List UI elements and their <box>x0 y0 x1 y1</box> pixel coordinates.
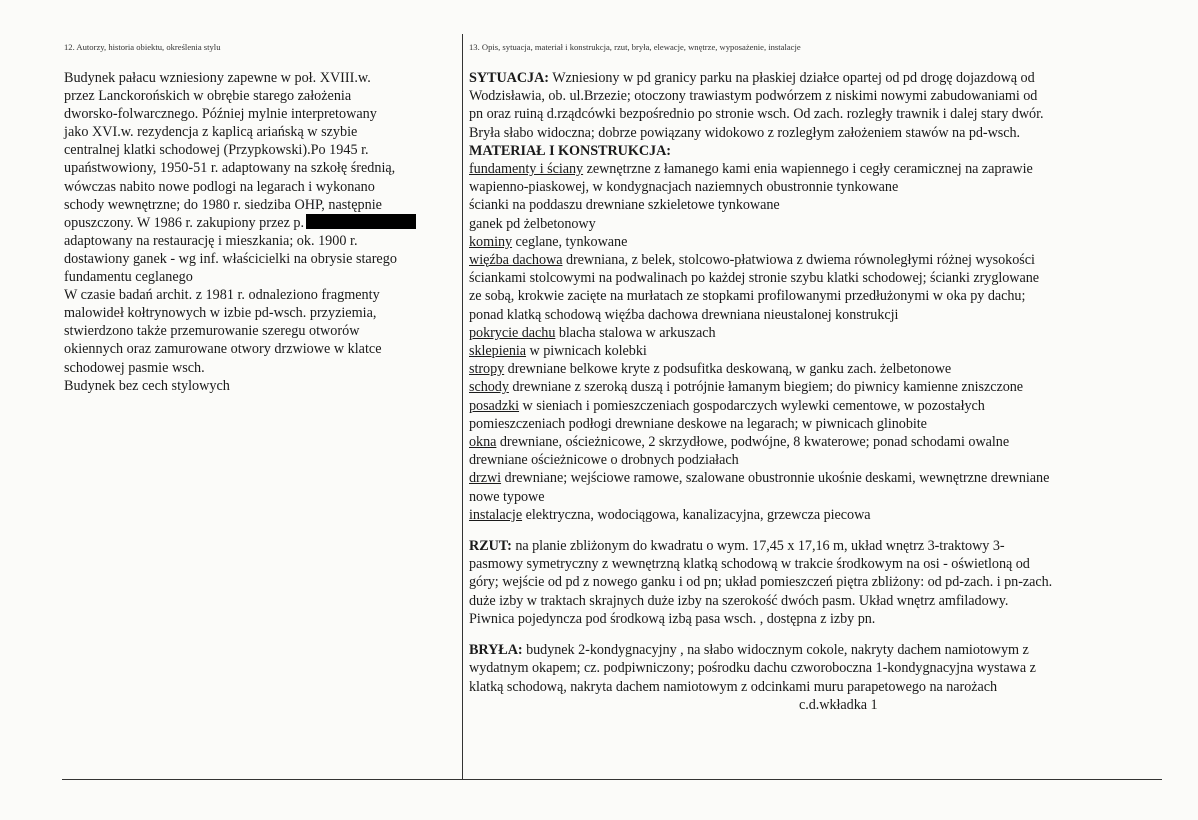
material-section <box>469 142 1164 524</box>
history-text <box>64 69 458 395</box>
material-item <box>469 451 1164 469</box>
material-item <box>469 178 1164 196</box>
bryla-line: wydatnym okapem; cz. podpiwniczony; pośrodku dachu czworoboczna 1-kondygnacyjna wystawa z <box>469 660 1036 677</box>
rzut-line: góry; wejście od pd z nowego ganku i od pn; układ pomieszczeń piętra zbliżony: od pd-zach. i pn-zach. <box>469 574 1053 591</box>
material-text: w piwnicach kolebki <box>526 343 647 360</box>
material-item <box>469 287 1164 305</box>
rzut-line: duże izby w traktach skrajnych duże izby na szerokość dwóch pasm. Układ wnętrz amfiladowy. <box>469 592 1009 609</box>
rzut-text: na planie zbliżonym do kwadratu o wym. 17,45 x 17,16 m, układ wnętrz 3-traktowy 3- <box>511 538 1005 555</box>
sytuacja-heading: SYTUACJA: <box>469 70 549 86</box>
rzut-section <box>469 537 1164 628</box>
material-text: ceglane, tynkowane <box>512 233 628 250</box>
history-line: adaptowany na restaurację i mieszkania; ok. 1900 r. <box>64 232 358 249</box>
material-term: fundamenty i ściany <box>469 161 584 178</box>
history-line: schody wewnętrzne; do 1980 r. siedziba OHP, następnie <box>64 196 382 213</box>
material-term: schody <box>469 379 509 396</box>
material-item <box>469 506 1164 524</box>
material-item <box>469 433 1164 451</box>
history-line: centralnej klatki schodowej (Przypkowski).Po 1945 r. <box>64 142 369 159</box>
history-line: schodowej pasmie wsch. <box>64 359 205 376</box>
material-text: drewniane ościeżnicowe o drobnych podziałach <box>469 452 739 469</box>
history-line: Budynek bez cech stylowych <box>64 377 230 394</box>
sytuacja-line: pn oraz ruiną d.rządcówki bezpośrednio po stronie wsch. Od zach. rozległy trawnik i dalej stary dwór. <box>469 106 1044 123</box>
rzut-line: pasmowy symetryczny z wewnętrzną klatką schodową w trakcie środkowym na osi - oświetloną od <box>469 556 1030 573</box>
sytuacja-section <box>469 69 1164 142</box>
material-item <box>469 160 1164 178</box>
bryla-section <box>469 641 1164 714</box>
material-item <box>469 196 1164 214</box>
material-item <box>469 378 1164 396</box>
material-text: drewniane, ościeżnicowe, 2 skrzydłowe, podwójne, 8 kwaterowe; ponad schodami owalne <box>496 434 1010 451</box>
material-item <box>469 324 1164 342</box>
material-text: w sieniach i pomieszczeniach gospodarczych wylewki cementowe, w pozostałych <box>519 397 985 414</box>
material-text: ścianki na poddaszu drewniane szkieletowe tynkowane <box>469 197 780 214</box>
sytuacja-line <box>469 69 1164 87</box>
continuation-note: c.d.wkładka 1 <box>799 696 878 713</box>
material-text: ze sobą, krokwie zacięte na murłatach ze stopkami profilowanymi przedłużonymi w oka py dachu; <box>469 288 1026 305</box>
material-text: elektryczna, wodociągowa, kanalizacyjna, grzewcza piecowa <box>522 506 871 523</box>
material-item <box>469 251 1164 269</box>
material-term: sklepienia <box>469 343 527 360</box>
description-text <box>469 69 1164 714</box>
history-header: 12. Autorzy, historia obiektu, określenia stylu <box>64 42 221 52</box>
rzut-line <box>469 537 1164 555</box>
material-term: stropy <box>469 361 505 378</box>
history-column <box>64 42 458 395</box>
redaction-block <box>306 214 416 229</box>
material-term: więźba dachowa <box>469 252 563 269</box>
material-text: drewniana, z belek, stolcowo-płatwiowa z dwiema równoległymi różnej wysokości <box>562 252 1035 269</box>
material-heading: MATERIAŁ I KONSTRUKCJA: <box>469 142 671 159</box>
material-text: drewniane; wejściowe ramowe, szalowane obustronnie ukośnie deskami, wewnętrzne drewniane <box>501 470 1050 487</box>
bryla-line: klatką schodową, nakryta dachem namiotowym z odcinkami muru parapetowego na narożach <box>469 678 998 695</box>
material-text: drewniane belkowe kryte z podsufitka deskowaną, w ganku zach. żelbetonowe <box>504 361 952 378</box>
material-term: drzwi <box>469 470 502 487</box>
history-line: okiennych oraz zamurowane otwory drzwiowe w klatce <box>64 341 382 358</box>
material-item <box>469 360 1164 378</box>
bottom-rule <box>62 779 1162 780</box>
bryla-text: budynek 2-kondygnacyjny , na słabo widocznym cokole, nakryty dachem namiotowym z <box>522 642 1029 659</box>
history-line: W czasie badań archit. z 1981 r. odnaleziono fragmenty <box>64 287 380 304</box>
material-text: blacha stalowa w arkuszach <box>555 324 716 341</box>
rzut-heading: RZUT: <box>469 538 512 555</box>
material-term: posadzki <box>469 397 520 414</box>
history-line: dostawiony ganek - wg inf. właścicielki na obrysie starego <box>64 250 397 267</box>
material-items <box>469 160 1164 524</box>
material-text: nowe typowe <box>469 488 545 505</box>
history-line: upaństwowiony, 1950-51 r. adaptowany na szkołę średnią, <box>64 160 396 177</box>
bryla-line <box>469 641 1164 659</box>
material-item <box>469 233 1164 251</box>
history-line: fundamentu ceglanego <box>64 269 193 286</box>
material-term: kominy <box>469 233 513 250</box>
history-line: dworsko-folwarcznego. Później mylnie interpretowany <box>64 106 377 123</box>
material-text: ponad klatką schodową więźba dachowa drewniana nieustalonej konstrukcji <box>469 306 899 323</box>
material-heading-line <box>469 142 1164 160</box>
material-item <box>469 469 1164 487</box>
history-line-text: opuszczony. W 1986 r. zakupiony przez p. <box>64 214 305 231</box>
history-line: wówczas nabito nowe podlogi na legarach i wykonano <box>64 178 375 195</box>
material-item <box>469 215 1164 233</box>
history-line: Budynek pałacu wzniesiony zapewne w poł. XVIII.w. <box>64 70 371 86</box>
history-line: jako XVI.w. rezydencja z kaplicą ariańską w szybie <box>64 124 358 141</box>
history-line: stwierdzono także przemurowanie szeregu otworów <box>64 323 360 340</box>
material-text: wapienno-piaskowej, w kondygnacjach naziemnych obustronnie tynkowane <box>469 179 899 196</box>
sytuacja-line: Bryła słabo widoczna; dobrze powiązany widokowo z rozległym założeniem stawów na pd-wsch. <box>469 124 1021 141</box>
material-item <box>469 415 1164 433</box>
rzut-line: Piwnica pojedyncza pod środkową izbą pasa wsch. , dostępna z izby pn. <box>469 610 876 627</box>
bryla-heading: BRYŁA: <box>469 642 523 659</box>
material-item <box>469 488 1164 506</box>
material-text: zewnętrzne z łamanego kami enia wapiennego i cegły ceramicznej na zaprawie <box>583 161 1033 178</box>
material-term: instalacje <box>469 506 523 523</box>
description-column <box>469 42 1164 714</box>
sytuacja-line: Wodzisławia, ob. ul.Brzezie; otoczony trawiastym podwórzem z niskimi nowymi zabudowaniami od <box>469 88 1038 105</box>
sytuacja-text: Wzniesiony w pd granicy parku na płaskiej działce opartej od pd drogę dojazdową od <box>548 70 1035 86</box>
history-line-redacted <box>64 214 458 232</box>
description-header: 13. Opis, sytuacja, materiał i konstrukcja, rzut, bryła, elewacje, wnętrze, wyposażenie, instalacje <box>469 42 801 52</box>
material-text: ściankami stolcowymi na podwalinach po każdej stronie szybu klatki schodowej; ścianki zryglowane <box>469 270 1040 287</box>
column-divider <box>462 34 463 780</box>
material-item <box>469 269 1164 287</box>
material-term: okna <box>469 434 497 451</box>
material-text: drewniane z szeroką duszą i potrójnie łamanym biegiem; do piwnicy kamienne zniszczone <box>508 379 1024 396</box>
history-line: malowideł kołtrynowych w izbie pd-wsch. przyziemia, <box>64 305 377 322</box>
material-term: pokrycie dachu <box>469 324 556 341</box>
material-text: ganek pd żelbetonowy <box>469 215 596 232</box>
material-text: pomieszczeniach podłogi drewniane deskowe na legarach; w piwnicach glinobite <box>469 415 927 432</box>
material-item <box>469 306 1164 324</box>
material-item <box>469 342 1164 360</box>
material-item <box>469 397 1164 415</box>
history-line: przez Lanckorońskich w obrębie starego założenia <box>64 88 352 105</box>
